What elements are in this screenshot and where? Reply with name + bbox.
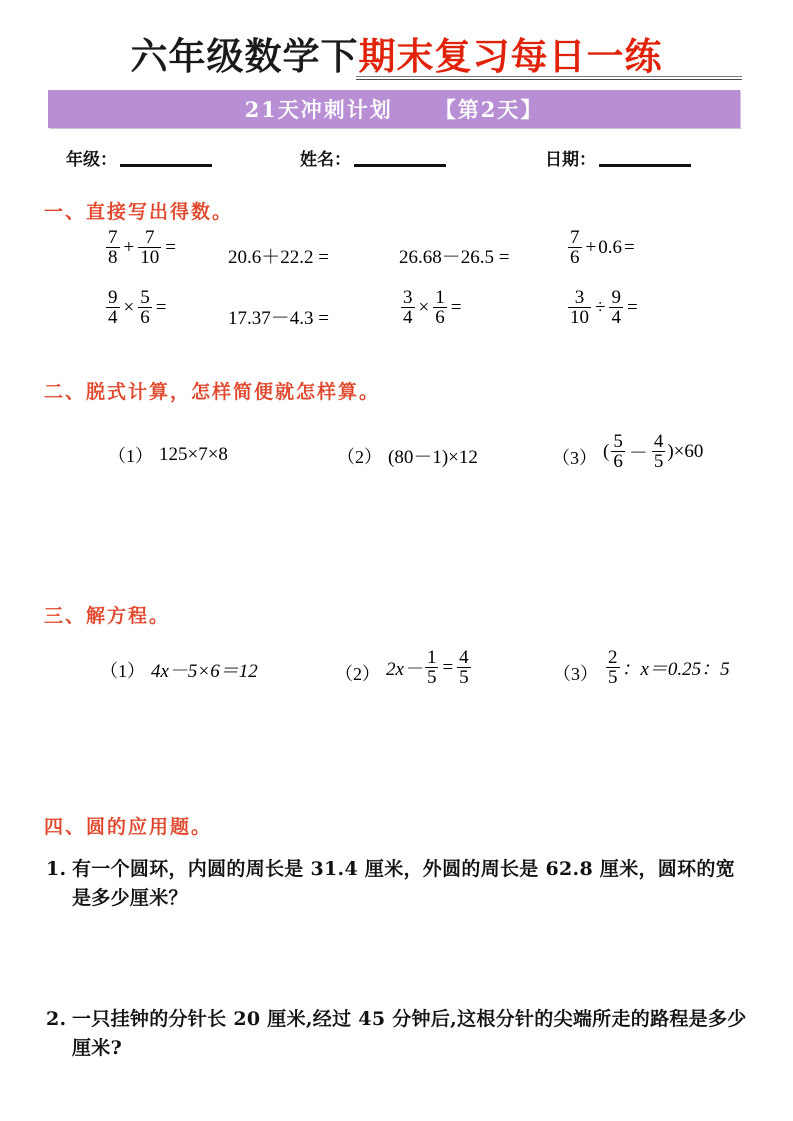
denominator: 6 — [140, 307, 150, 329]
section-three-heading: 三、解方程。 — [44, 605, 171, 627]
fraction — [568, 228, 582, 268]
numerator: 9 — [611, 287, 621, 308]
ratio-tail: ：x＝0.25：5 — [621, 659, 730, 681]
close-paren-multiplier: )×60 — [667, 440, 704, 462]
fraction — [106, 228, 120, 268]
problem-2-3 — [552, 432, 703, 472]
open-paren: ( — [603, 440, 610, 462]
banner-day-label: 【第2天】 — [434, 97, 544, 122]
problem-label: （2） — [335, 663, 380, 684]
name-label: 姓名： — [300, 150, 351, 170]
denominator: 4 — [108, 307, 118, 329]
denominator: 6 — [613, 451, 623, 473]
problem-label: （1） — [100, 660, 145, 681]
problem-1-3 — [399, 242, 509, 269]
section-four-heading: 四、圆的应用题。 — [44, 816, 213, 838]
word-problem-number: 1. — [46, 858, 67, 880]
problem-label: （1） — [108, 446, 153, 466]
problem-2-1 — [108, 442, 228, 468]
denominator: 5 — [653, 451, 664, 473]
numerator: 3 — [403, 287, 413, 308]
fraction — [568, 288, 591, 328]
title-underline-rule — [356, 76, 742, 80]
operator: ÷ — [595, 296, 606, 318]
problem-label: （3） — [553, 663, 598, 684]
expression-text: 26.68－26.5 = — [399, 247, 510, 268]
date-blank-line[interactable] — [599, 164, 691, 167]
denominator: 5 — [426, 667, 437, 689]
operator: × — [418, 296, 430, 318]
fraction — [609, 288, 623, 328]
grade-label: 年级： — [66, 150, 117, 170]
word-problem-text: 一只挂钟的分针长 20 厘米,经过 45 分钟后,这根分针的尖端所走的路程是多少厘米? — [72, 1008, 747, 1060]
problem-1-7 — [399, 288, 463, 328]
numerator: 1 — [426, 647, 437, 668]
grade-blank-line[interactable] — [120, 164, 212, 167]
expression-text: (80－1)×12 — [388, 447, 478, 468]
numerator: 7 — [144, 227, 155, 248]
denominator: 10 — [570, 307, 589, 329]
student-info-row — [0, 145, 793, 173]
fraction — [138, 288, 152, 328]
expression-text: 17.37－4.3 = — [228, 308, 329, 329]
page-title-black: 六年级数学下 — [130, 34, 359, 78]
equation-lead: 2x－ — [386, 659, 423, 681]
equals-sign: = — [626, 296, 638, 318]
fraction — [401, 288, 415, 328]
denominator: 6 — [570, 247, 580, 269]
expression-text: 125×7×8 — [159, 444, 228, 465]
fraction — [138, 228, 161, 268]
word-problem-2 — [46, 1005, 752, 1064]
equals-sign: = — [165, 236, 176, 258]
numerator: 5 — [140, 287, 150, 308]
date-label: 日期： — [545, 150, 596, 170]
section-one-heading: 一、直接写出得数。 — [44, 201, 234, 223]
numerator: 5 — [613, 431, 623, 452]
denominator: 6 — [435, 307, 445, 329]
banner-plan-label: 21天冲刺计划 — [244, 97, 393, 122]
operator: － — [628, 443, 648, 465]
section-one-problems — [0, 228, 793, 338]
denominator: 8 — [108, 247, 118, 269]
operator: + — [123, 236, 135, 258]
fraction — [457, 648, 471, 688]
problem-2-2 — [337, 442, 478, 469]
problem-3-2 — [335, 648, 473, 688]
numerator: 4 — [653, 431, 664, 452]
equals-sign: = — [623, 236, 635, 258]
equals-sign: = — [155, 296, 167, 318]
fraction — [652, 432, 666, 472]
date-field[interactable] — [545, 145, 691, 170]
problem-1-1 — [104, 228, 178, 268]
fraction — [433, 288, 447, 328]
numerator: 1 — [435, 287, 445, 308]
problem-label: （2） — [337, 446, 382, 467]
word-problem-text: 有一个圆环，内圆的周长是 31.4 厘米，外圆的周长是 62.8 厘米，圆环的宽是多少厘米？ — [72, 858, 736, 910]
equals-sign: = — [450, 296, 462, 318]
fraction — [425, 648, 439, 688]
page-title-red: 期末复习每日一练 — [358, 34, 663, 78]
problem-3-1 — [100, 656, 258, 683]
numerator: 2 — [608, 647, 618, 668]
problem-1-5 — [104, 288, 168, 328]
problem-label: （3） — [552, 447, 597, 468]
denominator: 4 — [403, 307, 413, 329]
problem-3-3 — [553, 648, 730, 688]
fraction — [606, 648, 620, 688]
denominator: 4 — [611, 307, 621, 329]
denominator: 5 — [459, 667, 469, 689]
operator: × — [123, 296, 135, 318]
fraction — [611, 432, 625, 472]
equation-text: 4x－5×6＝12 — [151, 661, 258, 682]
name-blank-line[interactable] — [354, 164, 446, 167]
numerator: 7 — [570, 227, 580, 248]
grade-field[interactable] — [66, 145, 212, 170]
numerator: 7 — [108, 227, 118, 248]
problem-1-8 — [566, 288, 640, 328]
expression-text: 20.6＋22.2 = — [228, 247, 329, 268]
name-field[interactable] — [300, 145, 446, 170]
denominator: 10 — [140, 247, 160, 269]
denominator: 5 — [608, 667, 618, 689]
page-title — [0, 26, 793, 80]
section-two-heading: 二、脱式计算，怎样简便就怎样算。 — [44, 381, 381, 403]
word-problem-number: 2. — [46, 1008, 67, 1030]
decimal-term: 0.6 — [598, 236, 622, 258]
numerator: 3 — [574, 287, 585, 308]
sprint-plan-banner — [48, 90, 740, 128]
word-problem-1 — [46, 855, 752, 914]
problem-1-4 — [566, 228, 637, 268]
equals-sign: = — [442, 656, 454, 678]
problem-1-2 — [228, 242, 329, 269]
operator: + — [585, 236, 597, 258]
numerator: 9 — [108, 287, 118, 308]
problem-1-6 — [228, 303, 329, 330]
fraction — [106, 288, 120, 328]
numerator: 4 — [459, 647, 469, 668]
